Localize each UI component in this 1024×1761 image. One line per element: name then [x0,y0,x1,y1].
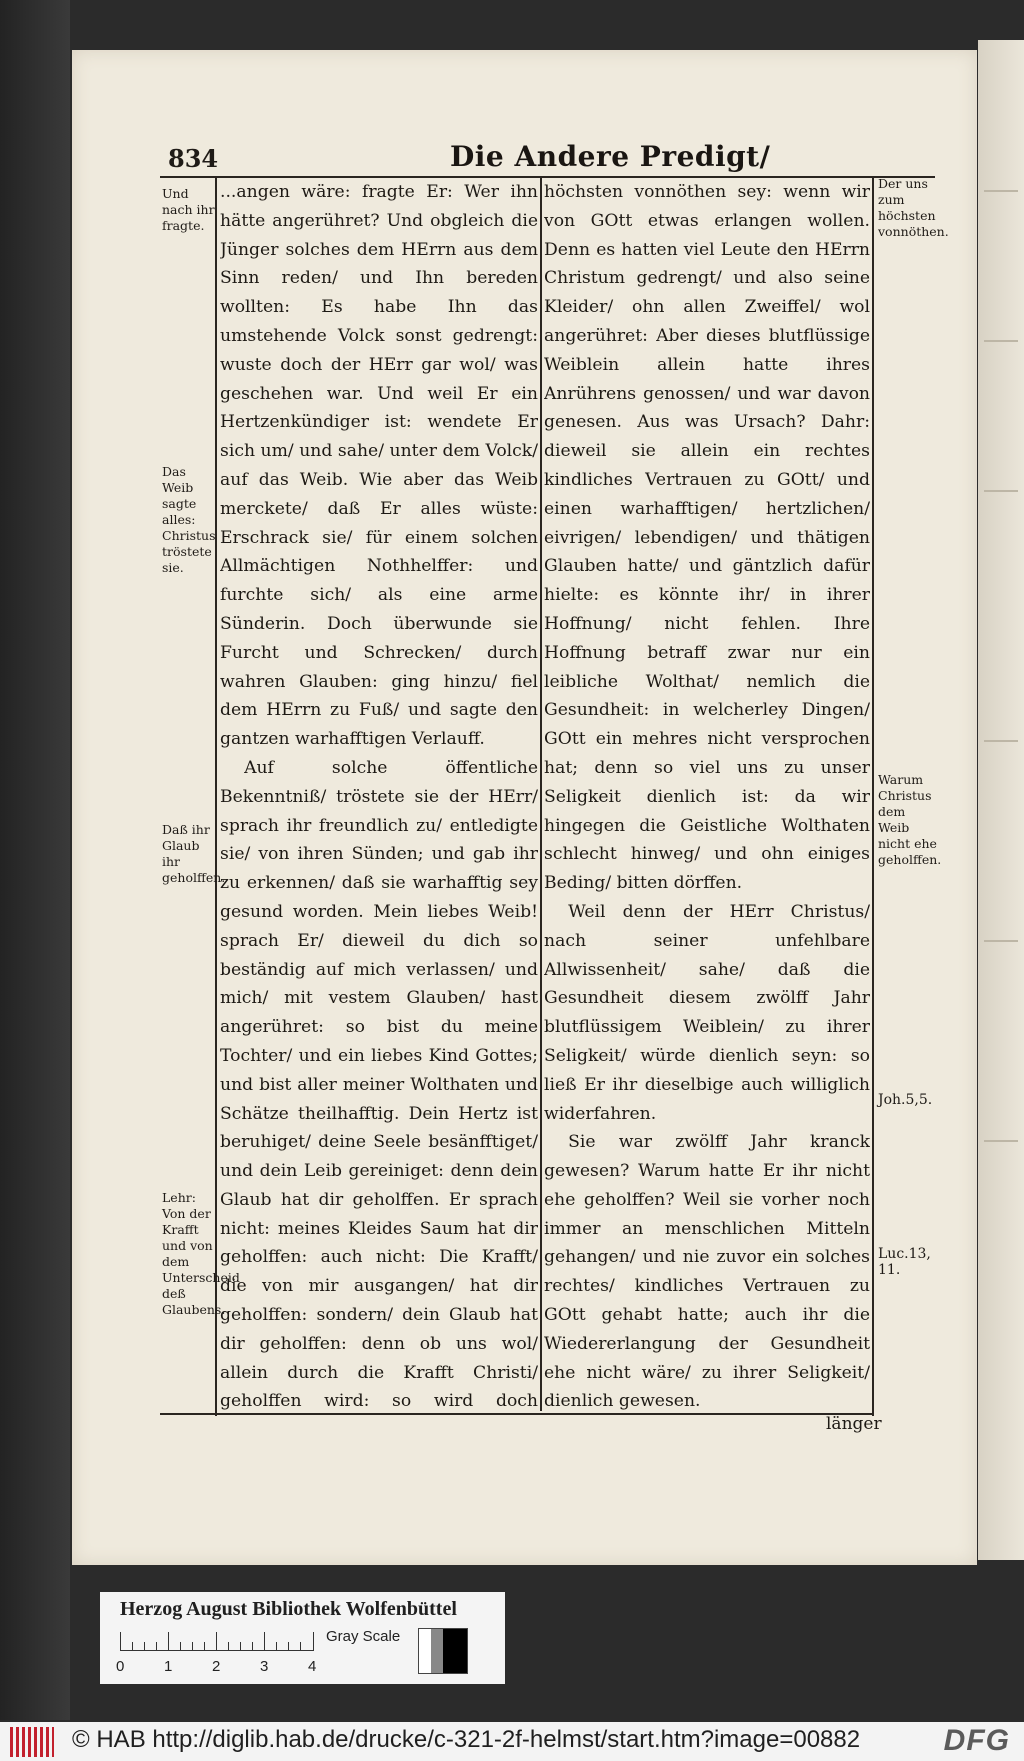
source-link[interactable]: © HAB http://diglib.hab.de/drucke/c-321-2f-helmst/start.htm?image=00882 [72,1726,861,1753]
hab-logo-icon [10,1727,54,1757]
catchword: länger [826,1414,882,1434]
library-name: Herzog August Bibliothek Wolfenbüttel [120,1598,457,1620]
margin-note: Der uns zum höchsten vonnöthen. [878,176,949,239]
column-divider [540,178,542,1411]
margin-note: Lehr: Von der Krafft und von dem Unterscheid deß Glaubens. [162,1190,240,1317]
page-number: 834 [168,144,219,173]
scale-number: 2 [212,1658,221,1675]
paragraph: Auf solche öffentliche Bekenntniß/ tröstete sie der HErr/ sprach ihr freundlich zu/ entledigte sie/ von ihren Sünden; und gab ihr zu erkennen/ daß sie warhafftig sey gesund worden. Mein liebes Weib! sprach Er/ dieweil du dich so beständig auf mich verlassen/ und mich/ mit vestem Glauben/ hast angerühret: so bist du meine Tochter/ und ein liebes Kind Gottes; und bist aller meiner Wolthaten und Schätze theilhafftig. Dein Hertz ist beruhiget/ deine Seele besänfftiget/ und dein Leib gereiniget: denn dein Glaub hat dir geholffen. Er sprach nicht: meines Kleides Saum hat dir geholffen: auch nicht: Die Krafft/ die von mir ausgangen/ hat dir geholffen: sondern/ dein Glaub hat dir geholffen: denn ob uns wol/ allein durch die Krafft Christi/ geholffen wird: so wird doch [220,757,538,1410]
margin-note: Luc.13, 11. [878,1246,931,1278]
running-head [160,140,942,174]
margin-note: Daß ihr Glaub ihr geholffen. [162,822,226,885]
adjacent-page-edge [978,40,1024,1560]
gray-scale-label: Gray Scale [326,1628,401,1645]
dfg-logo: DFG [943,1724,1010,1757]
paragraph: Sie war zwölff Jahr kranck gewesen? Warum hatte Er ihr nicht ehe geholffen? Weil sie vorher noch immer an menschlichen Mitteln gehangen/ und nie zuvor ein solches rechtes/ kindliches Vertrauen zu GOtt gehabt hatte; auch ihr die Wiedererlangung der Gesundheit ehe nicht wäre/ zu ihrer Seligkeit/ dienlich gewesen. [544,1132,870,1410]
scan-background [0,0,70,1720]
margin-note: Joh.5,5. [878,1092,933,1108]
library-color-card [100,1592,505,1684]
scale-number: 0 [116,1658,125,1675]
paragraph: ...angen wäre: fragte Er: Wer ihn hätte angerühret? Und obgleich die Jünger solches dem HErrn aus dem Sinn reden/ und Ihn bereden wollten: Es habe Ihn das umstehende Volck sonst gedrengt: wuste doch der HErr gar wol/ was geschehen war. Und weil Er ein Hertzenkündiger ist: wendete Er sich um/ und sahe/ unter dem Volck/ auf das Weib. Wie aber das Weib merckete/ daß Er alles wüste: Erschrack sie/ für einem solchen Allmächtigen Nothhelffer: und furchte sich/ als eine arme Sünderin. Doch überwunde sie Furcht und Schrecken/ durch wahren Glauben: ging hinzu/ fiel dem HErrn zu Fuß/ und sagte den gantzen warhafftigen Verlauff. [220,182,538,750]
paragraph: höchsten vonnöthen sey: wenn wir von GOtt etwas erlangen wollen. Denn es hatten viel Leute den HErrn Christum gedrengt/ und also seine Kleider/ ohn allen Zweiffel/ wol angerühret: Aber dieses blutflüssige Weiblein allein hatte ihres Anrührens genossen/ und war davon genesen. Aus was Ursach? Dahr: dieweil sie allein ein rechtes kindliches Vertrauen zu GOtt/ und einen warhafftigen/ hertzlichen/ eivrigen/ lebendigen/ und thätigen Glauben hatte/ und gäntzlich dafür hielte: es könnte ihr/ in ihrer Hoffnung/ nicht fehlen. Ihre Hoffnung betraff zwar nur ein leibliche Wolthat/ nemlich die Gesundheit: in welcherley Dingen/ GOtt ein mehres nicht versprochen hat; denn so viel uns zu unser Seligkeit dienlich ist: da wir hingegen die Geistliche Wolthaten schlecht hinweg/ und ohn einiges Beding/ bitten dörffen. [544,182,870,894]
bottom-rule [160,1413,872,1415]
scale-number: 1 [164,1658,173,1675]
paragraph: Weil denn der HErr Christus/ nach seiner unfehlbare Allwissenheit/ sahe/ daß die Gesundheit diesem zwölff Jahr blutflüssigem Weiblein/ zu ihrer Seligkeit/ würde dienlich seyn: so ließ Er ihr dieselbige auch williglich widerfahren. [544,901,870,1124]
right-text-column [544,178,870,1410]
footer-bar [0,1722,1024,1761]
margin-rule-right [872,176,874,1416]
margin-note: Das Weib sagte alles: Christus tröstete sie. [162,464,216,575]
left-text-column [220,178,538,1410]
margin-note: Und nach ihr fragte. [162,186,215,233]
scale-ruler [120,1632,314,1651]
margin-note: Warum Christus dem Weib nicht ehe geholffen. [878,772,942,867]
scale-number: 3 [260,1658,269,1675]
gray-scale-swatch [418,1628,468,1674]
scale-number: 4 [308,1658,317,1675]
chapter-title: Die Andere Predigt/ [450,140,771,173]
